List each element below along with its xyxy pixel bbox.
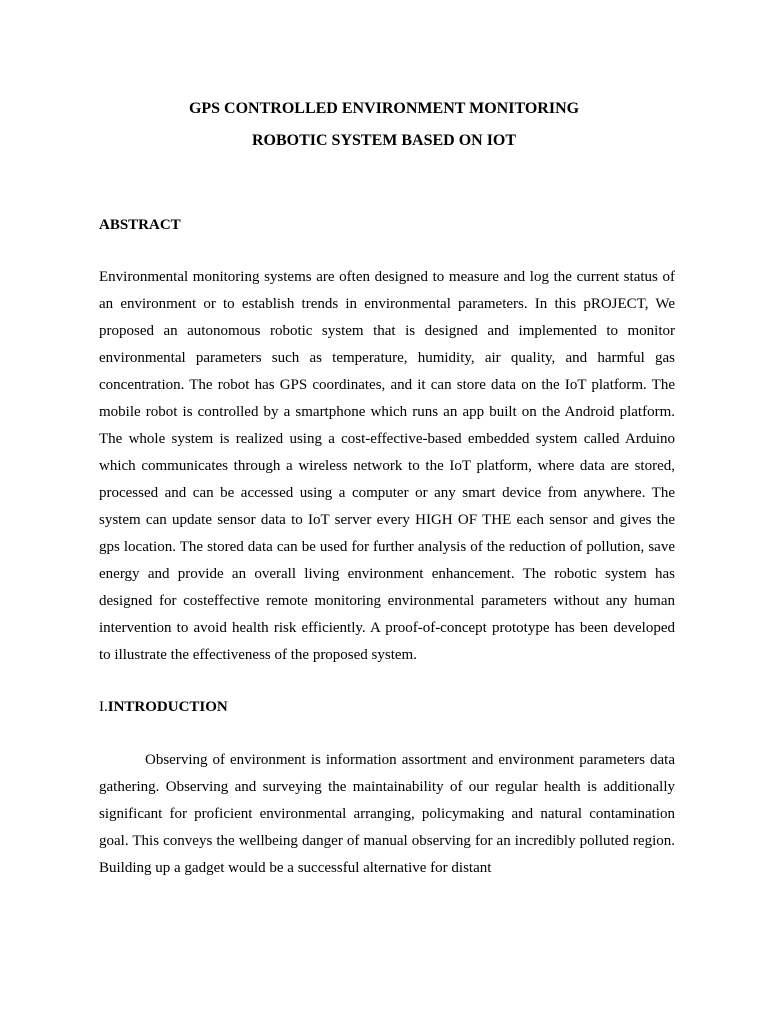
introduction-line: significant for proficient environmental arranging, policymaking and natural contamination xyxy=(99,806,675,822)
introduction-line: Building up a gadget would be a successful alternative for distant xyxy=(99,860,492,876)
document-title-line-1: GPS CONTROLLED ENVIRONMENT MONITORING xyxy=(188,100,580,117)
abstract-line: processed and can be accessed using a computer or any smart device from anywhere. The xyxy=(99,485,675,501)
abstract-line: which communicates through a wireless network to the IoT platform, where data are stored, xyxy=(99,458,675,474)
abstract-line: mobile robot is controlled by a smartphone which runs an app built on the Android platform. xyxy=(99,404,675,420)
abstract-line: The whole system is realized using a cost-effective-based embedded system called Arduino xyxy=(99,431,675,447)
abstract-line: to illustrate the effectiveness of the proposed system. xyxy=(99,647,417,663)
abstract-line: proposed an autonomous robotic system that is designed and implemented to monitor xyxy=(99,323,675,339)
abstract-line: concentration. The robot has GPS coordinates, and it can store data on the IoT platform. The xyxy=(99,377,675,393)
abstract-line: designed for costeffective remote monitoring environmental parameters without any human xyxy=(99,593,675,609)
abstract-line: system can update sensor data to IoT server every HIGH OF THE each sensor and gives the xyxy=(99,512,675,528)
abstract-line: intervention to avoid health risk efficiently. A proof-of-concept prototype has been developed xyxy=(99,620,675,636)
abstract-paragraph xyxy=(99,264,675,669)
abstract-line: an environment or to establish trends in environmental parameters. In this pROJECT, We xyxy=(99,296,675,312)
abstract-line: gps location. The stored data can be used for further analysis of the reduction of pollution, save xyxy=(99,539,675,555)
introduction-line: gathering. Observing and surveying the maintainability of our regular health is additionally xyxy=(99,779,675,795)
abstract-line: Environmental monitoring systems are often designed to measure and log the current status of xyxy=(99,269,675,285)
introduction-heading xyxy=(99,697,228,717)
introduction-line: Observing of environment is information assortment and environment parameters data xyxy=(145,752,675,768)
abstract-heading: ABSTRACT xyxy=(99,217,181,233)
abstract-line: energy and provide an overall living environment enhancement. The robotic system has xyxy=(99,566,675,582)
document-title-line-2: ROBOTIC SYSTEM BASED ON IOT xyxy=(251,132,517,149)
introduction-heading-number: I. xyxy=(99,699,108,715)
abstract-line: environmental parameters such as temperature, humidity, air quality, and harmful gas xyxy=(99,350,675,366)
introduction-paragraph xyxy=(99,747,675,882)
introduction-heading-text: INTRODUCTION xyxy=(107,699,228,715)
introduction-line: goal. This conveys the wellbeing danger of manual observing for an incredibly polluted region. xyxy=(99,833,675,849)
